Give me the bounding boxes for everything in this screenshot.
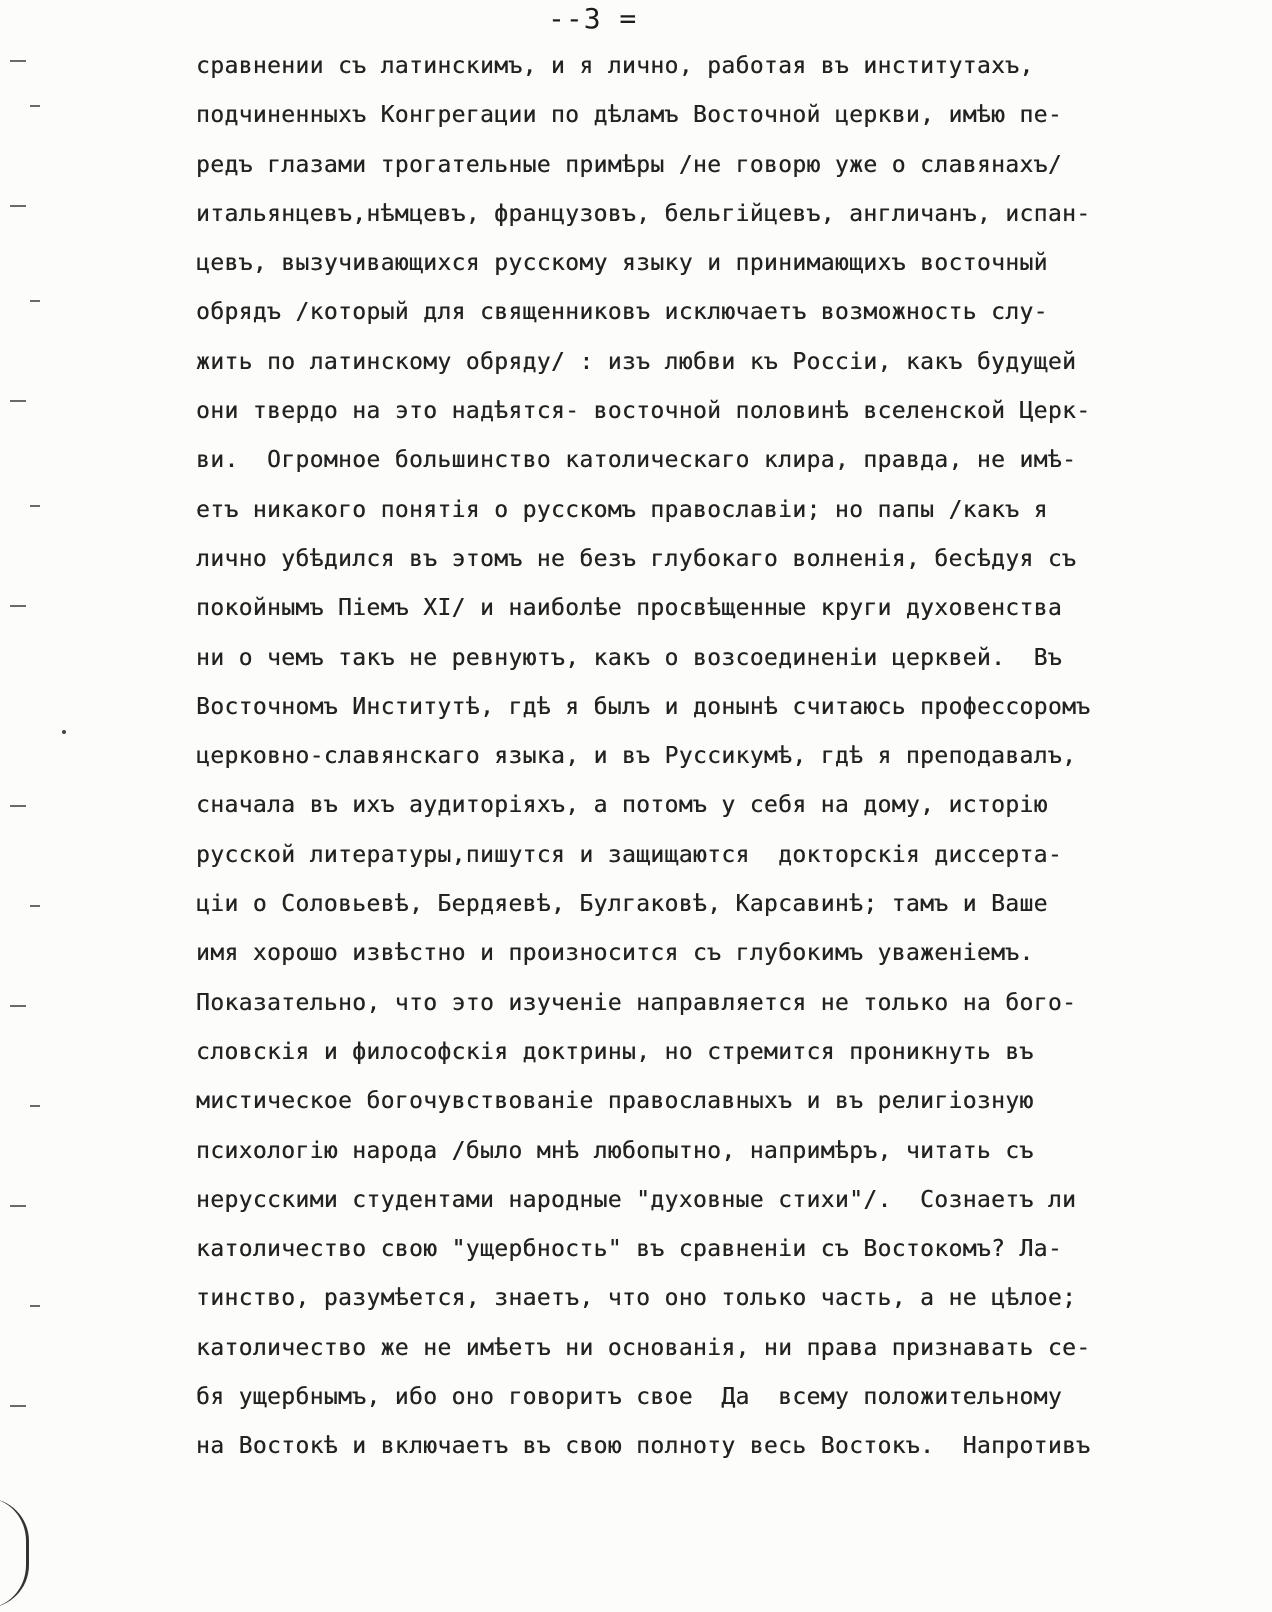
- text-line: бя ущербнымъ, ибо оно говоритъ свое Да всему положительному: [196, 1384, 1063, 1411]
- margin-mark: [30, 1305, 40, 1307]
- text-line: етъ никакого понятiя о русскомъ православiи; но папы /какъ я: [196, 496, 1048, 523]
- margin-mark: [10, 205, 26, 207]
- text-line: сначала въ ихъ аудиторiяхъ, а потомъ у себя на дому, исторiю: [196, 792, 1048, 819]
- margin-mark: [10, 60, 26, 62]
- margin-mark: [10, 1005, 26, 1007]
- page-number: --3 =: [548, 2, 638, 35]
- text-line: психологiю народа /было мнѣ любопытно, напримѣръ, читать съ: [196, 1137, 1034, 1164]
- margin-mark: [30, 300, 40, 302]
- text-line: редъ глазами трогательные примѣры /не говорю уже о славянахъ/: [196, 151, 1063, 178]
- text-line: Восточномъ Институтѣ, гдѣ я былъ и донынѣ считаюсь профессоромъ: [196, 693, 1091, 720]
- margin-mark: [30, 905, 40, 907]
- text-line: лично убѣдился въ этомъ не безъ глубокаго волненiя, бесѣдуя съ: [196, 545, 1077, 572]
- text-line: обрядъ /который для священниковъ исключаетъ возможность слу-: [196, 299, 1048, 326]
- margin-mark: [30, 105, 40, 107]
- text-line: русской литературы,пишутся и защищаются докторскiя диссерта-: [196, 841, 1063, 868]
- text-line: жить по латинскому обряду/ : изъ любви къ Россiи, какъ будущей: [196, 348, 1077, 375]
- page-edge-arc: [0, 1498, 29, 1608]
- text-line: словскiя и философскiя доктрины, но стремится проникнуть въ: [196, 1038, 1034, 1065]
- text-line: они твердо на это надѣятся- восточной половинѣ вселенской Церк-: [196, 398, 1091, 425]
- text-line: итальянцевъ,нѣмцевъ, французовъ, бельгiйцевъ, англичанъ, испан-: [196, 200, 1091, 227]
- margin-mark: [10, 400, 26, 402]
- text-line: цiи о Соловьевѣ, Бердяевѣ, Булгаковѣ, Карсавинѣ; тамъ и Ваше: [196, 891, 1048, 918]
- text-line: сравнении съ латинскимъ, и я лично, работая въ институтахъ,: [196, 53, 1034, 79]
- text-line: имя хорошо извѣстно и произносится съ глубокимъ уваженiемъ.: [196, 940, 1034, 967]
- margin-mark: [10, 805, 26, 807]
- text-line: Показательно, что это изученiе направляется не только на бого-: [196, 989, 1077, 1016]
- margin-dot: [62, 730, 66, 734]
- text-line: церковно-славянскаго языка, и въ Руссикумѣ, гдѣ я преподавалъ,: [196, 743, 1077, 770]
- margin-mark: [10, 1205, 26, 1207]
- text-line: на Востокѣ и включаетъ въ свою полноту весь Востокъ. Напротивъ: [196, 1433, 1091, 1460]
- typewritten-text: [196, 42, 1246, 1472]
- text-line: католичество же не имѣетъ ни основанiя, ни права признавать се-: [196, 1334, 1091, 1361]
- text-line: нерусскими студентами народные "духовные стихи"/. Сознаетъ ли: [196, 1186, 1077, 1213]
- margin-mark: [30, 1105, 40, 1107]
- text-line: ви. Огромное большинство католическаго клира, правда, не имѣ-: [196, 447, 1077, 474]
- text-line: тинство, разумѣется, знаетъ, что оно только часть, а не цѣлое;: [196, 1285, 1077, 1312]
- text-line: мистическое богочувствованiе православныхъ и въ религiозную: [196, 1088, 1034, 1115]
- text-line: католичество свою "ущербность" въ сравненiи съ Востокомъ? Ла-: [196, 1236, 1063, 1263]
- margin-mark: [30, 505, 40, 507]
- margin-mark: [10, 1405, 26, 1407]
- text-line: подчиненныхъ Конгрегации по дѣламъ Восточной церкви, имѣю пе-: [196, 102, 1063, 129]
- text-line: цевъ, вызучивающихся русскому языку и принимающихъ восточный: [196, 250, 1048, 277]
- text-line: покойнымъ Пiемъ XI/ и наиболѣе просвѣщенные круги духовенства: [196, 595, 1063, 622]
- margin-mark: [10, 605, 26, 607]
- text-line: ни о чемъ такъ не ревнуютъ, какъ о возсоединенiи церквей. Въ: [196, 644, 1063, 671]
